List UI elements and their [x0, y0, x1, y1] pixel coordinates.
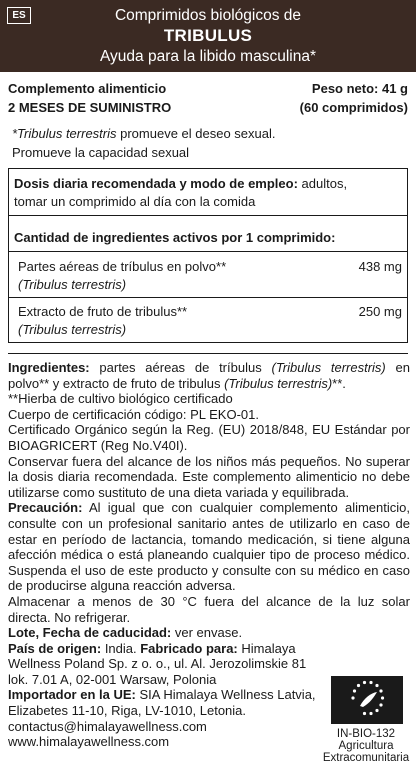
- manufacturer-label: Fabricado para:: [140, 640, 238, 656]
- ingredients-text: en polvo** y extracto de fruto de tribulus: [8, 360, 411, 391]
- ingredients-heading: Cantidad de ingredientes activos por 1 comprimido:: [14, 230, 336, 245]
- dosage-text: adultos,: [297, 176, 348, 191]
- ingredient-name: Extracto de fruto de tribulus**: [18, 304, 188, 319]
- organic-note: **Hierba de cultivo biológico certificado: [8, 391, 233, 407]
- dosage-line-1: [14, 175, 347, 192]
- dosage-label: Dosis diaria recomendada y modo de empleo:: [14, 176, 298, 191]
- supply-duration: 2 MESES DE SUMINISTRO: [8, 100, 172, 115]
- origin-paragraph: [8, 641, 308, 657]
- lot-label: Lote, Fecha de caducidad:: [8, 625, 172, 641]
- certification-text: Certificado Orgánico según la Reg. (EU) 2018/848, EU Estándar por BIOAGRICERT (Reg No.V40I).: [8, 422, 410, 453]
- divider: [9, 251, 407, 252]
- ingredients-latin: (Tribulus terrestris): [271, 360, 386, 375]
- tablet-count: (60 comprimidos): [299, 100, 408, 115]
- dosage-line-2: tomar un comprimido al día con la comida: [14, 194, 256, 209]
- net-weight: Peso neto: 41 g: [311, 81, 408, 96]
- ingredients-paragraph: [8, 360, 410, 391]
- precaution-label: Precaución:: [8, 500, 83, 516]
- claim-latin: *Tribulus terrestris: [12, 126, 117, 141]
- ingredient-latin: (Tribulus terrestris): [18, 322, 127, 337]
- ingredient-amount: 250 mg: [358, 304, 402, 319]
- origin-label: País de origen:: [8, 640, 102, 656]
- ingredients-text: partes aéreas de tríbulus: [89, 360, 272, 375]
- precaution-text: Al igual que con cualquier complemento alimenticio, consulte con un profesional sanitario antes de utilizarlo en caso de estar en período de lactancia, tomando medicación, si tiene alguna afección médica o está planeando cualquier tipo de proceso médico. Suspenda el uso de este producto y consulte con su médico en caso de producirse alguna reacción adversa.: [8, 500, 410, 594]
- manufacturer-text: Himalaya: [237, 640, 296, 656]
- claim-line-1: [12, 125, 276, 142]
- importer-text: SIA Himalaya Wellness Latvia,: [135, 687, 316, 703]
- header-claim: Ayuda para la libido masculina*: [100, 48, 316, 65]
- claim-text: promueve el deseo sexual.: [116, 126, 276, 141]
- product-header: [0, 0, 416, 72]
- ingredients-latin: (Tribulus terrestris): [224, 375, 333, 391]
- ingredient-name: Partes aéreas de tríbulus en polvo**: [18, 259, 227, 274]
- ingredient-latin: (Tribulus terrestris): [18, 277, 127, 292]
- product-category: Complemento alimenticio: [8, 81, 167, 96]
- importer-address: Elizabetes 11-10, Riga, LV-1010, Letonia.: [8, 703, 247, 719]
- certification-code: Cuerpo de certificación código: PL EKO-01.: [8, 406, 259, 422]
- storage-children: Conservar fuera del alcance de los niños más pequeños. No superar la dosis diaria recomendada. Este complemento alimenticio no debe utilizarse como sustituto de una dieta variada y equilibrada.: [8, 453, 410, 500]
- manufacturer-address-1: Wellness Poland Sp. z o. o., ul. Al. Jerozolimskie 81: [8, 656, 307, 672]
- website: www.himalayawellness.com: [8, 734, 170, 750]
- claim-line-2: Promueve la capacidad sexual: [12, 145, 190, 160]
- origin-text: India.: [101, 640, 141, 656]
- precaution-paragraph: [8, 500, 410, 594]
- storage-temperature: Almacenar a menos de 30 °C fuera del alcance de la luz solar directa. No refrigerar.: [8, 593, 410, 625]
- eu-cert-code: IN-BIO-132: [336, 728, 396, 740]
- section-divider: [8, 353, 408, 354]
- product-name: TRIBULUS: [163, 26, 253, 45]
- divider: [9, 297, 407, 298]
- eu-organic-logo-icon: [331, 676, 403, 724]
- header-line-1: Comprimidos biológicos de: [114, 7, 302, 24]
- lot-text: ver envase.: [171, 625, 243, 641]
- eu-origin-label: Extracomunitaria: [322, 752, 410, 764]
- language-badge: ES: [7, 7, 31, 24]
- ingredients-label: Ingredientes:: [8, 360, 90, 375]
- eu-agriculture-label: Agricultura: [338, 740, 394, 752]
- importer-label: Importador en la UE:: [8, 687, 136, 703]
- lot-paragraph: [8, 625, 410, 641]
- divider: [9, 215, 407, 216]
- manufacturer-address-2: lok. 7.01 A, 02-001 Warsaw, Polonia: [8, 671, 217, 687]
- ingredient-amount: 438 mg: [358, 259, 402, 274]
- ingredients-text: **.: [332, 375, 346, 391]
- contact-email: contactus@himalayawellness.com: [8, 718, 207, 734]
